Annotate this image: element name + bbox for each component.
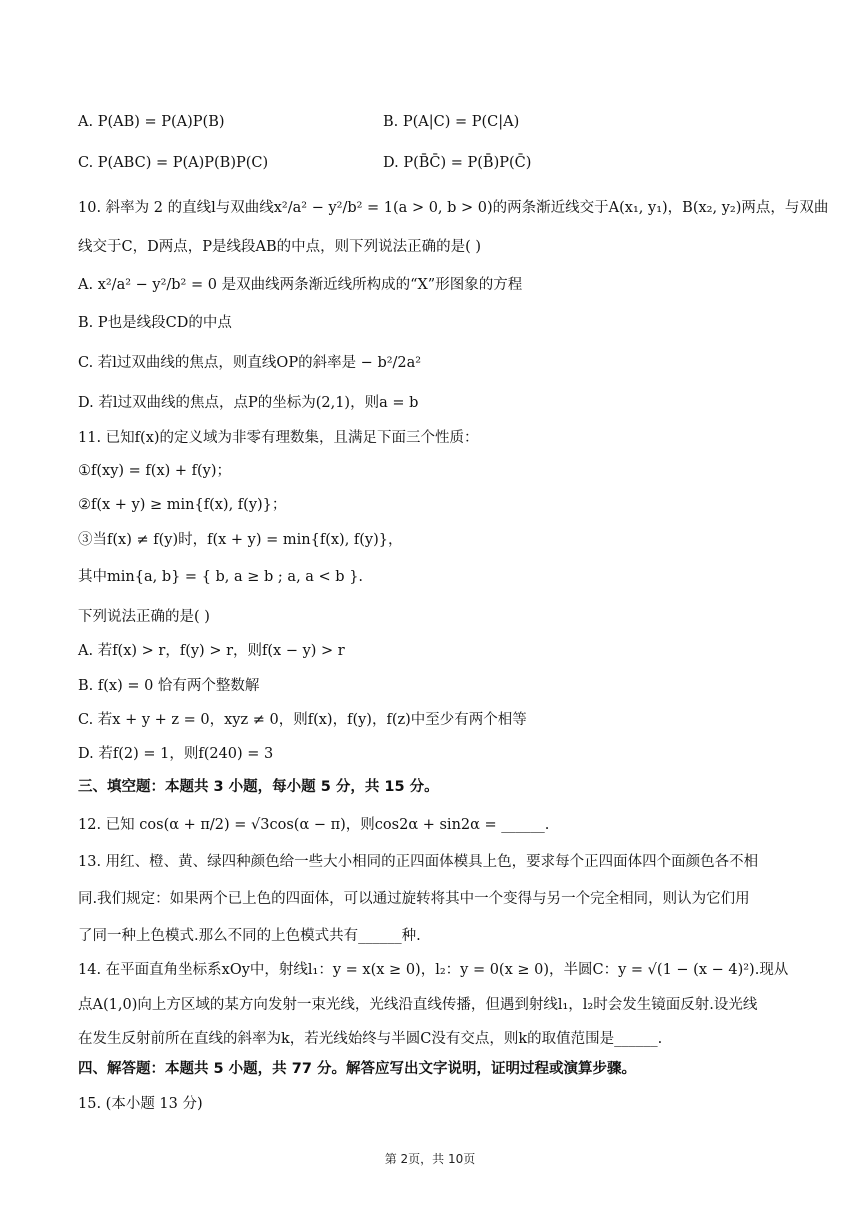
q13-line-3: 了同一种上色模式.那么不同的上色模式共有______种.	[78, 928, 421, 944]
q14-line-3: 在发生反射前所在直线的斜率为k，若光线始终与半圆C没有交点，则k的取值范围是______.	[78, 1031, 663, 1047]
q11-min-definition: 其中min{a, b} = { b, a ≥ b ; a, a < b }.	[78, 569, 364, 585]
q11-ask: 下列说法正确的是( )	[78, 609, 210, 625]
q9-option-c: C. P(ABC) = P(A)P(B)P(C)	[78, 155, 269, 171]
q10-option-d: D. 若l过双曲线的焦点，点P的坐标为(2,1)，则a = b	[78, 395, 419, 411]
q9-option-b: B. P(A|C) = P(C|A)	[383, 114, 520, 130]
q11-property-3: ③当f(x) ≠ f(y)时，f(x + y) = min{f(x), f(y)}，	[78, 532, 403, 548]
q10-stem-line-2: 线交于C，D两点，P是线段AB的中点，则下列说法正确的是( )	[78, 239, 482, 255]
q10-option-a: A. x²/a² − y²/b² = 0 是双曲线两条渐近线所构成的“X”形图象的方程	[78, 277, 523, 293]
section-4-title: 四、解答题：本题共 5 小题，共 77 分。解答应写出文字说明，证明过程或演算步骤。	[78, 1061, 636, 1077]
section-3-title: 三、填空题：本题共 3 小题，每小题 5 分，共 15 分。	[78, 779, 439, 795]
q11-option-a: A. 若f(x) > r，f(y) > r，则f(x − y) > r	[78, 643, 345, 659]
q10-option-b: B. P也是线段CD的中点	[78, 315, 232, 331]
q9-option-d: D. P(B̄C̄) = P(B̄)P(C̄)	[383, 155, 532, 171]
q13-line-1: 13. 用红、橙、黄、绿四种颜色给一些大小相同的正四面体模具上色，要求每个正四面体四个面颜色各不相	[78, 854, 759, 870]
q11-property-1: ①f(xy) = f(x) + f(y)；	[78, 463, 232, 479]
q12-text: 12. 已知 cos(α + π/2) = √3cos(α − π)，则cos2α + sin2α = ______.	[78, 817, 550, 833]
q11-option-c: C. 若x + y + z = 0，xyz ≠ 0，则f(x)，f(y)，f(z)中至少有两个相等	[78, 712, 527, 728]
q15-heading: 15. (本小题 13 分)	[78, 1096, 203, 1112]
q11-stem: 11. 已知f(x)的定义域为非零有理数集，且满足下面三个性质：	[78, 430, 479, 446]
page-footer: 第 2页，共 10页	[384, 1152, 476, 1166]
q14-line-2: 点A(1,0)向上方区域的某方向发射一束光线，光线沿直线传播，但遇到射线l₁，l₂时会发生镜面反射.设光线	[78, 997, 758, 1013]
q10-stem-line-1: 10. 斜率为 2 的直线l与双曲线x²/a² − y²/b² = 1(a > 0, b > 0)的两条渐近线交于A(x₁, y₁)，B(x₂, y₂)两点，与双曲	[78, 200, 829, 216]
q10-option-c: C. 若l过双曲线的焦点，则直线OP的斜率是 − b²/2a²	[78, 355, 422, 371]
q11-option-d: D. 若f(2) = 1，则f(240) = 3	[78, 746, 274, 762]
q14-line-1: 14. 在平面直角坐标系xOy中，射线l₁：y = x(x ≥ 0)，l₂：y = 0(x ≥ 0)，半圆C：y = √(1 − (x − 4)²).现从	[78, 962, 789, 978]
q13-line-2: 同.我们规定：如果两个已上色的四面体，可以通过旋转将其中一个变得与另一个完全相同，则认为它们用	[78, 891, 750, 907]
q11-property-2: ②f(x + y) ≥ min{f(x), f(y)}；	[78, 497, 287, 513]
q9-option-a: A. P(AB) = P(A)P(B)	[78, 114, 225, 130]
q11-option-b: B. f(x) = 0 恰有两个整数解	[78, 678, 260, 694]
